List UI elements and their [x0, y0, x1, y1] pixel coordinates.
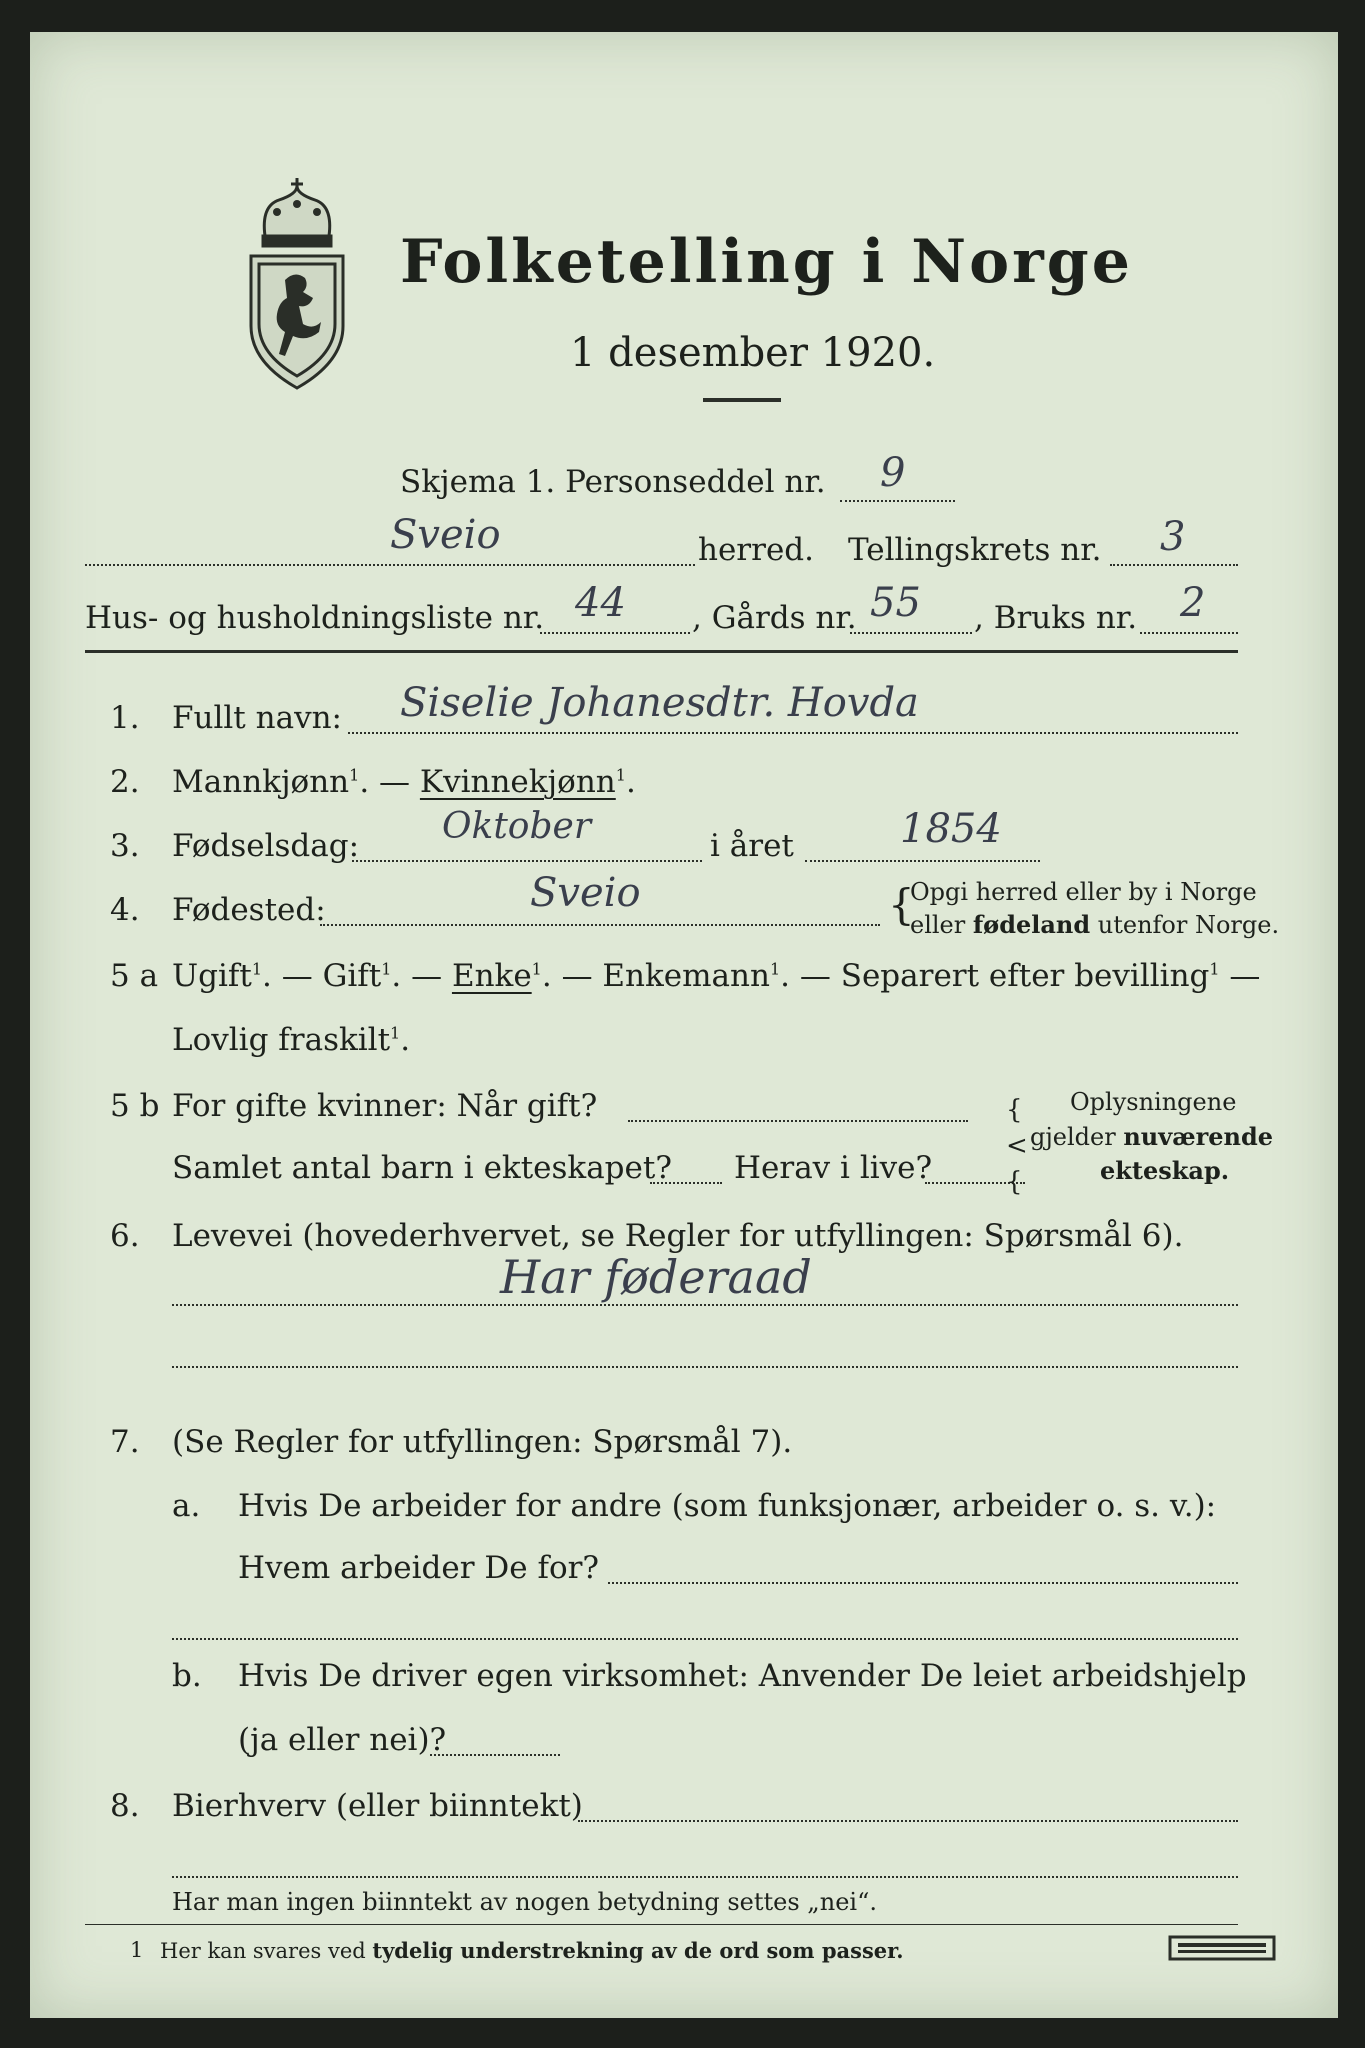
birthplace-note-2: eller fødeland utenfor Norge.: [910, 910, 1280, 939]
q1-line: [348, 732, 1238, 734]
occupation-value[interactable]: Har føderaad: [500, 1250, 812, 1304]
q1-label: Fullt navn:: [172, 700, 342, 736]
occupation-line-2: [172, 1366, 1238, 1368]
marriage-date-line: [628, 1120, 968, 1122]
bruks-label: , Bruks nr.: [974, 600, 1138, 636]
q5a-number: 5 a: [110, 958, 159, 994]
q8-label: Bierhverv (eller biinntekt): [172, 1788, 583, 1824]
q5a-options: Ugift$^1$. — Gift$^1$. — Enke$^1$. — Enkemann$^1$. — Separert efter bevilling$^1$ —: [172, 958, 1261, 994]
q7a-text: Hvis De arbeider for andre (som funksjonær, arbeider o. s. v.):: [238, 1488, 1217, 1524]
option-ugift[interactable]: Ugift: [172, 958, 252, 994]
option-enkemann[interactable]: Enkemann: [602, 958, 770, 994]
q7-number: 7.: [110, 1424, 140, 1460]
footnote-text: Her kan svares ved tydelig understrekning av de ord som passer.: [160, 1938, 904, 1963]
hus-label: Hus- og husholdningsliste nr.: [85, 600, 545, 636]
q7a-question: Hvem arbeider De for?: [238, 1550, 600, 1586]
herred-line: [85, 564, 695, 566]
marriage-note-1: Oplysningene: [1070, 1088, 1237, 1116]
census-date: 1 desember 1920.: [570, 330, 936, 376]
footer-rule: [85, 1924, 1238, 1925]
side-income-line-2: [172, 1876, 1238, 1878]
q7b-text: Hvis De driver egen virksomhet: Anvender De leiet arbeidshjelp: [238, 1658, 1247, 1694]
full-name-value[interactable]: Siselie Johanesdtr. Hovda: [400, 680, 919, 726]
q5b-label: For gifte kvinner: Når gift?: [172, 1088, 598, 1124]
herred-value[interactable]: Sveio: [390, 512, 501, 558]
header-divider: [85, 650, 1238, 653]
children-alive-label: Herav i live?: [734, 1150, 933, 1186]
q4-label: Fødested:: [172, 892, 326, 928]
gards-label: , Gårds nr.: [692, 600, 857, 636]
q3-year-label: i året: [710, 828, 794, 864]
q5b-number: 5 b: [110, 1088, 160, 1124]
option-fraskilt[interactable]: Lovlig fraskilt$^1$.: [172, 1022, 411, 1058]
norwegian-coat-of-arms-icon: [237, 172, 357, 392]
tellingskrets-value[interactable]: 3: [1160, 514, 1186, 560]
tellingskrets-line: [1110, 564, 1238, 566]
footnote-number: 1: [130, 1938, 144, 1962]
brace-left: {: [888, 880, 915, 929]
brace-right: { < {: [1006, 1095, 1028, 1197]
birthplace-line: [320, 924, 880, 926]
q7b-letter: b.: [172, 1658, 202, 1694]
q8-number: 8.: [110, 1788, 140, 1824]
hus-value[interactable]: 44: [575, 580, 626, 626]
hired-help-line: [430, 1754, 560, 1756]
census-form-sheet: [30, 32, 1338, 2018]
hus-line: [540, 632, 690, 634]
bruks-value[interactable]: 2: [1180, 580, 1206, 626]
birth-year-value[interactable]: 1854: [900, 806, 1002, 852]
option-enke[interactable]: Enke: [451, 958, 532, 994]
form-title: Folketelling i Norge: [400, 227, 1133, 297]
q2-options: Mannkjønn$^1$. — Kvinnekjønn$^1$.: [172, 764, 636, 800]
bruks-line: [1140, 632, 1238, 634]
option-separert[interactable]: Separert efter bevilling: [840, 958, 1210, 994]
option-mannkjonn[interactable]: Mannkjønn: [172, 764, 350, 800]
q3-label: Fødselsdag:: [172, 828, 360, 864]
herred-label: herred.: [698, 532, 814, 568]
q7b-question: (ja eller nei)?: [238, 1722, 447, 1758]
gards-line: [850, 632, 972, 634]
birthplace-note-1: Opgi herred eller by i Norge: [910, 878, 1257, 906]
birthplace-value[interactable]: Sveio: [530, 870, 641, 916]
option-kvinnekjonn[interactable]: Kvinnekjønn: [419, 764, 616, 800]
gards-value[interactable]: 55: [870, 580, 921, 626]
q1-number: 1.: [110, 700, 140, 736]
q6-label: Levevei (hovederhvervet, se Regler for utfyllingen: Spørsmål 6).: [172, 1218, 1184, 1254]
employer-line-1: [608, 1582, 1238, 1584]
side-income-note: Har man ingen biinntekt av nogen betydning settes „nei“.: [172, 1888, 877, 1916]
option-gift[interactable]: Gift: [322, 958, 382, 994]
q2-number: 2.: [110, 764, 140, 800]
birth-year-line: [805, 860, 1040, 862]
birthday-value[interactable]: Oktober: [442, 806, 592, 847]
printer-stamp-icon: [1168, 1934, 1278, 1962]
side-income-line-1: [578, 1820, 1238, 1822]
q3-number: 3.: [110, 828, 140, 864]
q7-label: (Se Regler for utfyllingen: Spørsmål 7).: [172, 1424, 793, 1460]
marriage-note-2: gjelder nuværende: [1030, 1122, 1274, 1151]
title-rule: [703, 398, 781, 402]
employer-line-2: [172, 1638, 1238, 1640]
children-total-label: Samlet antal barn i ekteskapet?: [172, 1150, 672, 1186]
occupation-line-1: [172, 1304, 1238, 1306]
personseddel-line: [840, 500, 955, 502]
q6-number: 6.: [110, 1218, 140, 1254]
marriage-note-3: ekteskap.: [1100, 1156, 1230, 1185]
skjema-label: Skjema 1. Personseddel nr.: [400, 464, 826, 500]
q7a-letter: a.: [172, 1488, 201, 1524]
children-total-line: [650, 1182, 722, 1184]
tellingskrets-label: Tellingskrets nr.: [848, 532, 1102, 568]
q4-number: 4.: [110, 892, 140, 928]
birthday-line: [352, 860, 702, 862]
personseddel-value[interactable]: 9: [880, 450, 906, 496]
